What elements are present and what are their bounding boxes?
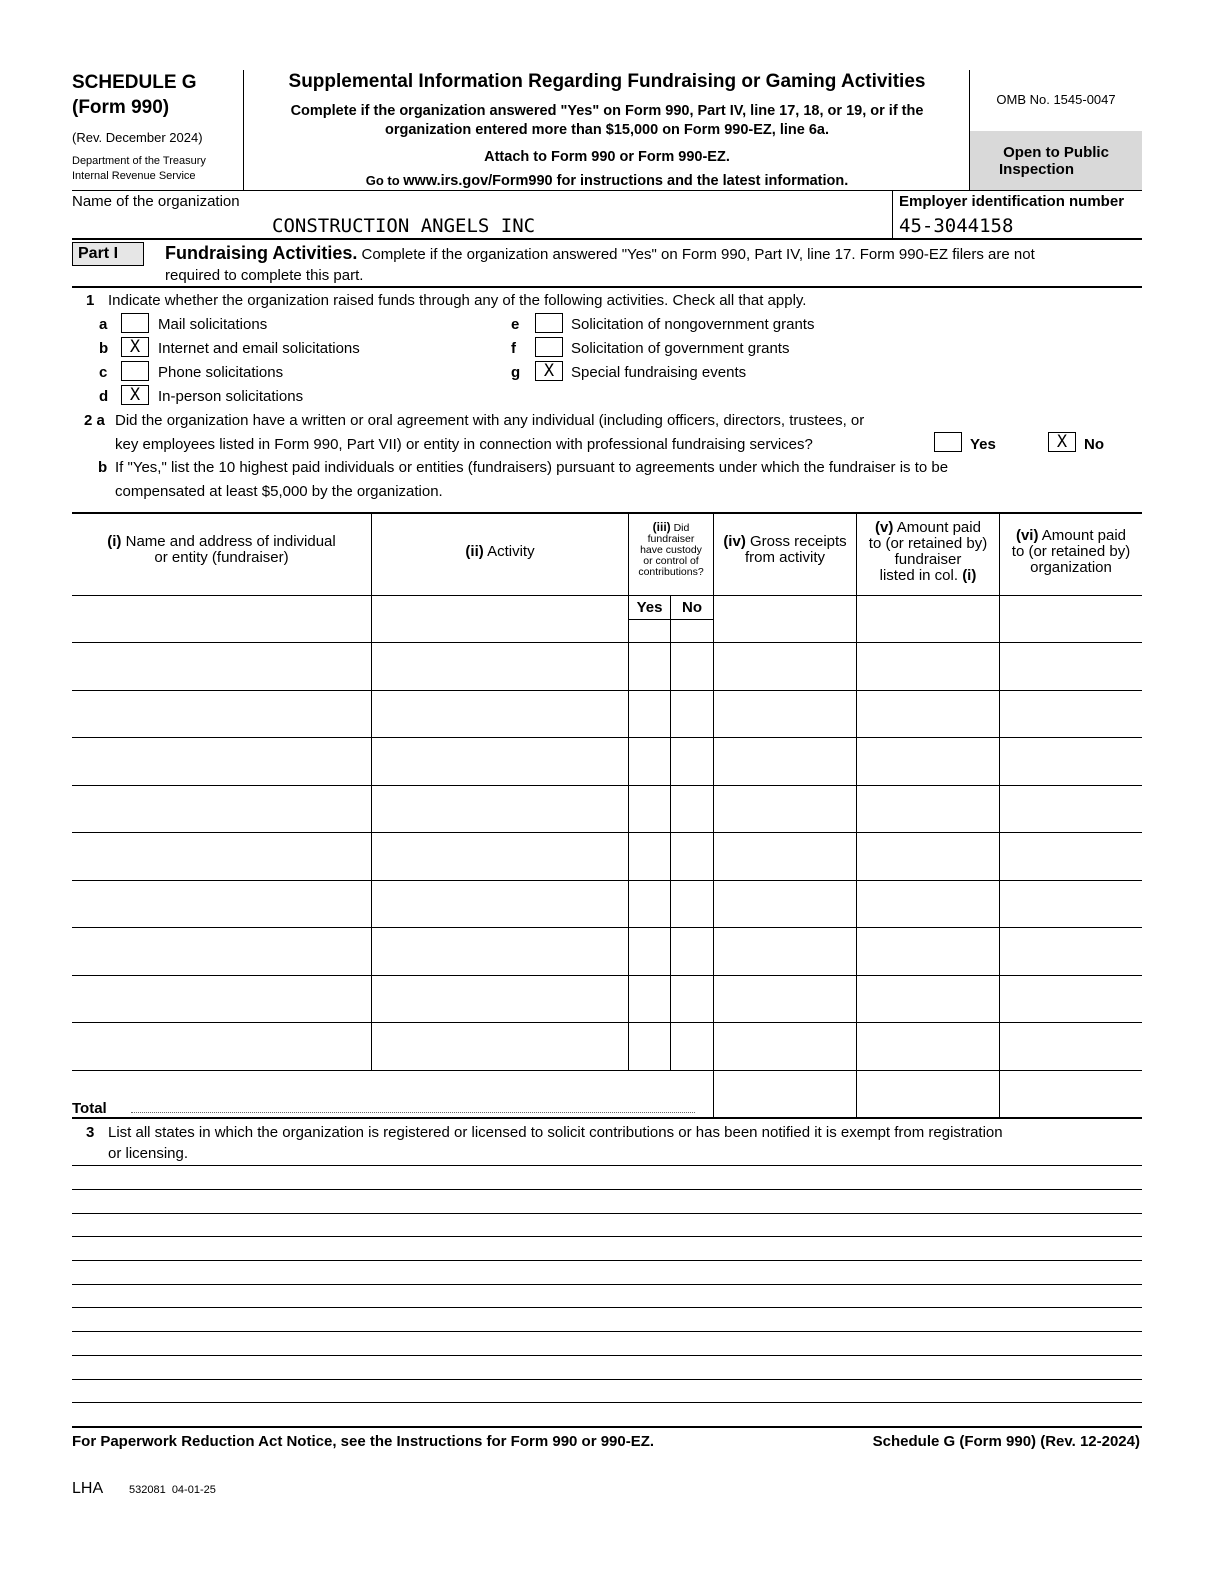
org-name-value: CONSTRUCTION ANGELS INC [272,215,536,237]
states-answer-line[interactable] [72,1379,1142,1380]
col-header-text: organization [1030,559,1112,576]
activity-letter: g [511,364,521,381]
line2b-number: b [98,459,108,476]
table-row [72,642,1142,643]
col-header-text: or entity (fundraiser) [154,549,289,566]
open-inspection-line1: Open to Public [1003,144,1109,161]
col-header-text: have custody [640,544,702,556]
attach-instruction: Attach to Form 990 or Form 990-EZ. [484,149,730,165]
ein-value: 45-3044158 [899,215,1014,237]
divider [72,286,1142,288]
checkbox-in-person-solicitations[interactable]: X [121,385,149,405]
activity-label: Special fundraising events [571,364,747,381]
activity-letter: b [99,340,109,357]
line2a-yes-label: Yes [970,436,996,453]
checkbox-internet-email-solicitations[interactable]: X [121,337,149,357]
goto-prefix: Go to [365,173,400,188]
activity-label: In-person solicitations [158,388,304,405]
states-answer-line[interactable] [72,1213,1142,1214]
col-divider [999,512,1000,1117]
revision-date: (Rev. December 2024) [72,130,203,145]
col-header-index: (ii) [465,543,484,560]
table-row [72,927,1142,928]
lha-label: LHA [72,1480,104,1497]
checkbox-government-grants[interactable] [535,337,563,357]
line3-number: 3 [86,1124,95,1141]
table-row [72,880,1142,881]
checkbox-phone-solicitations[interactable] [121,361,149,381]
part1-description [165,243,1135,264]
goto-instruction [244,173,970,189]
col-header-index: (vi) [1015,527,1039,544]
line1-number: 1 [86,292,95,309]
states-answer-line[interactable] [72,1307,1142,1308]
col-header-text: contributions? [638,566,704,578]
table-top-border [72,512,1142,514]
form-main-title: Supplemental Information Regarding Fundraising or Gaming Activities [288,71,926,92]
col-header-amount-fundraiser [857,520,999,584]
part1-desc-line1: Complete if the organization answered "Yes" on Form 990, Part IV, line 17. Form 990-EZ filers are not [361,246,1035,263]
line2a-text-line2: key employees listed in Form 990, Part VII) or entity in connection with professional fundraising services? [115,436,813,453]
agency: Internal Revenue Service [72,170,196,182]
activity-letter: a [99,316,108,333]
col-header-text: Name and address of individual [125,533,336,550]
total-label: Total [72,1100,107,1117]
col-header-index: (i) [962,567,977,584]
activity-letter: d [99,388,109,405]
form-subtitle-line2: organization entered more than $15,000 on Form 990-EZ, line 6a. [385,122,829,138]
custody-yes-label: Yes [636,599,663,616]
omb-number: OMB No. 1545-0047 [996,92,1116,107]
states-answer-line[interactable] [72,1260,1142,1261]
states-answer-line[interactable] [72,1189,1142,1190]
table-row [72,1070,1142,1071]
col-header-index: (i) [107,533,122,550]
col-header-text: Did [673,522,690,534]
states-answer-line[interactable] [72,1284,1142,1285]
checkbox-line2a-no[interactable]: X [1048,432,1076,452]
divider [892,190,893,238]
org-name-label: Name of the organization [72,193,240,210]
states-answer-line[interactable] [72,1402,1142,1403]
table-row [72,1022,1142,1023]
paperwork-notice: For Paperwork Reduction Act Notice, see the Instructions for Form 990 or 990-EZ. [72,1433,655,1450]
col-header-gross-receipts [714,534,856,566]
line2b-text-line1: If "Yes," list the 10 highest paid individuals or entities (fundraisers) pursuant to agreements under which the fundraiser is to be [115,459,949,476]
col-header-text: Amount paid [1041,527,1127,544]
form-subtitle-line1: Complete if the organization answered "Yes" on Form 990, Part IV, line 17, 18, or 19, or if the [290,103,924,119]
col-header-index: (iv) [723,533,746,550]
activity-label: Solicitation of nongovernment grants [571,316,815,333]
activity-letter: f [511,340,516,357]
divider [629,619,713,620]
form-footer-id: Schedule G (Form 990) (Rev. 12-2024) [872,1433,1140,1450]
divider [72,1426,1142,1428]
table-header-border [72,595,1142,596]
custody-no-label: No [682,599,702,616]
part1-title: Fundraising Activities. [165,243,358,263]
line2b-text-line2: compensated at least $5,000 by the organization. [115,483,443,500]
states-answer-line[interactable] [72,1331,1142,1332]
department: Department of the Treasury [72,155,206,167]
line3-text-line2: or licensing. [108,1145,189,1162]
line3-text-line1: List all states in which the organization is registered or licensed to solicit contributions or has been notified it is exempt from registration [108,1124,1003,1141]
table-row [72,737,1142,738]
activity-label: Phone solicitations [158,364,284,381]
table-row [72,832,1142,833]
table-row [72,785,1142,786]
activity-label: Internet and email solicitations [158,340,360,357]
total-leader-dots [131,1112,695,1113]
line2a-text-line1: Did the organization have a written or oral agreement with any individual (including officers, directors, trustees, or [115,412,865,429]
schedule-title: SCHEDULE G [72,72,197,93]
table-bottom-border [72,1117,1142,1119]
divider [72,190,1142,191]
activity-label: Solicitation of government grants [571,340,790,357]
line2a-number: 2 a [84,412,105,429]
form-number: (Form 990) [72,97,170,118]
col-header-text: Gross receipts [749,533,847,550]
checkbox-special-fundraising-events[interactable]: X [535,361,563,381]
ein-label: Employer identification number [899,193,1125,210]
irs-link[interactable]: www.irs.gov/Form990 for instructions and the latest information. [403,173,849,189]
col-divider [856,512,857,1117]
col-header-text: fundraiser [894,551,962,568]
activity-label: Mail solicitations [158,316,268,333]
col-header-text: Amount paid [896,519,981,536]
col-header-text: Activity [487,543,535,560]
col-header-activity [372,544,628,560]
col-header-text: to (or retained by) [1011,543,1131,560]
col-header-text: from activity [744,549,825,566]
states-answer-line[interactable] [72,1236,1142,1237]
line1-text: Indicate whether the organization raised funds through any of the following activities. Check all that apply. [108,292,807,309]
col-divider [713,512,714,1117]
activity-letter: c [99,364,108,381]
col-header-name [72,534,371,566]
col-header-text: fundraiser [647,533,695,545]
checkbox-nongovernment-grants[interactable] [535,313,563,333]
part1-desc-line2: required to complete this part. [165,267,364,284]
col-header-text: listed in col. [879,567,959,584]
col-header-text: or control of [643,555,699,567]
form-code: 532081 04-01-25 [129,1484,216,1496]
line2a-no-label: No [1084,436,1104,453]
checkbox-mail-solicitations[interactable] [121,313,149,333]
col-divider [371,512,372,1070]
table-row [72,975,1142,976]
divider [72,238,1142,240]
col-divider [628,512,629,1070]
col-header-custody [629,522,713,578]
col-header-amount-organization [1000,528,1142,576]
states-answer-line[interactable] [72,1165,1142,1166]
table-row [72,690,1142,691]
activity-letter: e [511,316,520,333]
open-inspection-badge [970,131,1142,190]
col-header-index: (iii) [652,520,671,534]
states-answer-line[interactable] [72,1355,1142,1356]
col-header-text: to (or retained by) [868,535,988,552]
part1-tag: Part I [72,242,144,266]
open-inspection-line2: Inspection [999,161,1075,178]
col-header-index: (v) [875,519,894,536]
checkbox-line2a-yes[interactable] [934,432,962,452]
